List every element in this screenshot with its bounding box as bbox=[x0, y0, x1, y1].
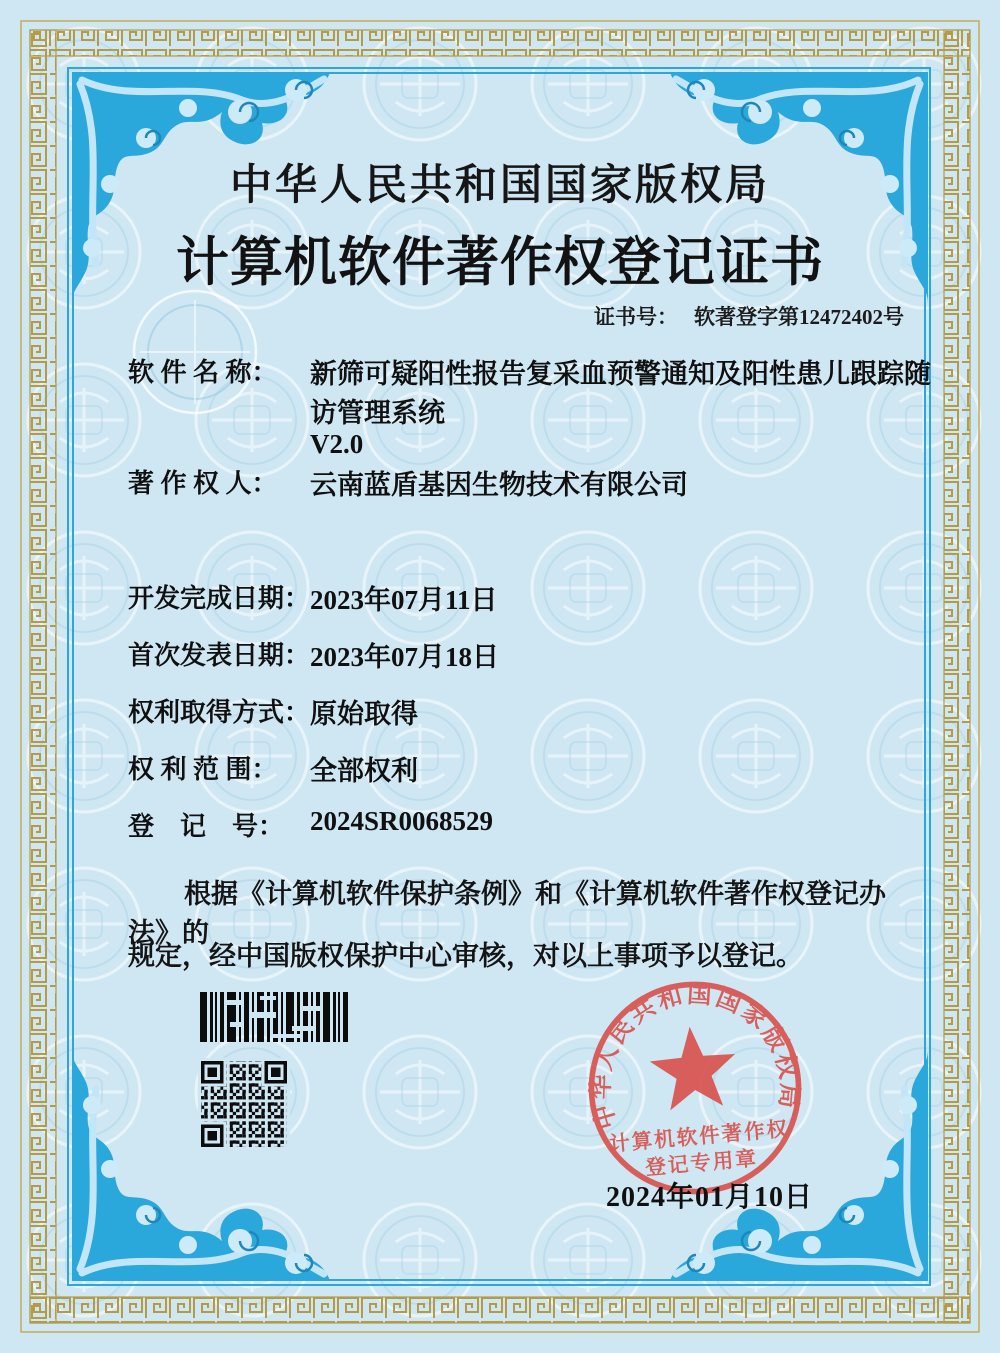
right-scope-value: 全部权利 bbox=[310, 756, 418, 786]
registration-no-value: 2024SR0068529 bbox=[310, 806, 494, 836]
issuing-authority-title: 中华人民共和国国家版权局 bbox=[229, 163, 770, 209]
software-version: V2.0 bbox=[310, 429, 364, 459]
certificate-number-label: 证书号： bbox=[594, 305, 678, 329]
software-name-label: 软 件 名 称： bbox=[128, 358, 278, 387]
seal-star-icon bbox=[647, 1023, 739, 1112]
qr-code-icon bbox=[198, 1058, 290, 1150]
software-name-line2: 访管理系统 bbox=[310, 398, 445, 428]
seal-ring-text: 中华人民共和国国家版权局 bbox=[587, 981, 803, 1133]
barcode-icon bbox=[200, 992, 348, 1042]
certificate-title: 计算机软件著作权登记证书 bbox=[176, 234, 824, 292]
first-publish-date-value: 2023年07月18日 bbox=[310, 642, 499, 672]
statement-line1: 根据《计算机软件保护条例》和《计算机软件著作权登记办法》的 bbox=[128, 879, 886, 948]
registration-no-label: 登 记 号： bbox=[128, 812, 285, 841]
dev-complete-date-label: 开发完成日期： bbox=[128, 584, 311, 613]
software-name-line1: 新筛可疑阳性报告复采血预警通知及阳性患儿跟踪随 bbox=[310, 359, 931, 389]
copyright-owner-value: 云南蓝盾基因生物技术有限公司 bbox=[310, 470, 688, 500]
dev-complete-date-value: 2023年07月11日 bbox=[310, 585, 498, 615]
certificate-number-value: 软著登字第12472402号 bbox=[694, 305, 904, 329]
first-publish-date-label: 首次发表日期： bbox=[128, 641, 311, 670]
copyright-owner-label: 著 作 权 人： bbox=[128, 469, 278, 498]
right-acquisition-value: 原始取得 bbox=[310, 699, 418, 729]
issue-date: 2024年01月10日 bbox=[606, 1182, 814, 1213]
seal-inner-line1: 计算机软件著作权 bbox=[608, 1118, 791, 1156]
statement-line2: 规定，经中国版权保护中心审核，对以上事项予以登记。 bbox=[128, 941, 803, 971]
right-acquisition-label: 权利取得方式： bbox=[128, 698, 311, 727]
certificate-number bbox=[594, 301, 904, 331]
right-scope-label: 权 利 范 围： bbox=[128, 755, 278, 784]
seal-inner-line2: 登记专用章 bbox=[644, 1147, 759, 1180]
